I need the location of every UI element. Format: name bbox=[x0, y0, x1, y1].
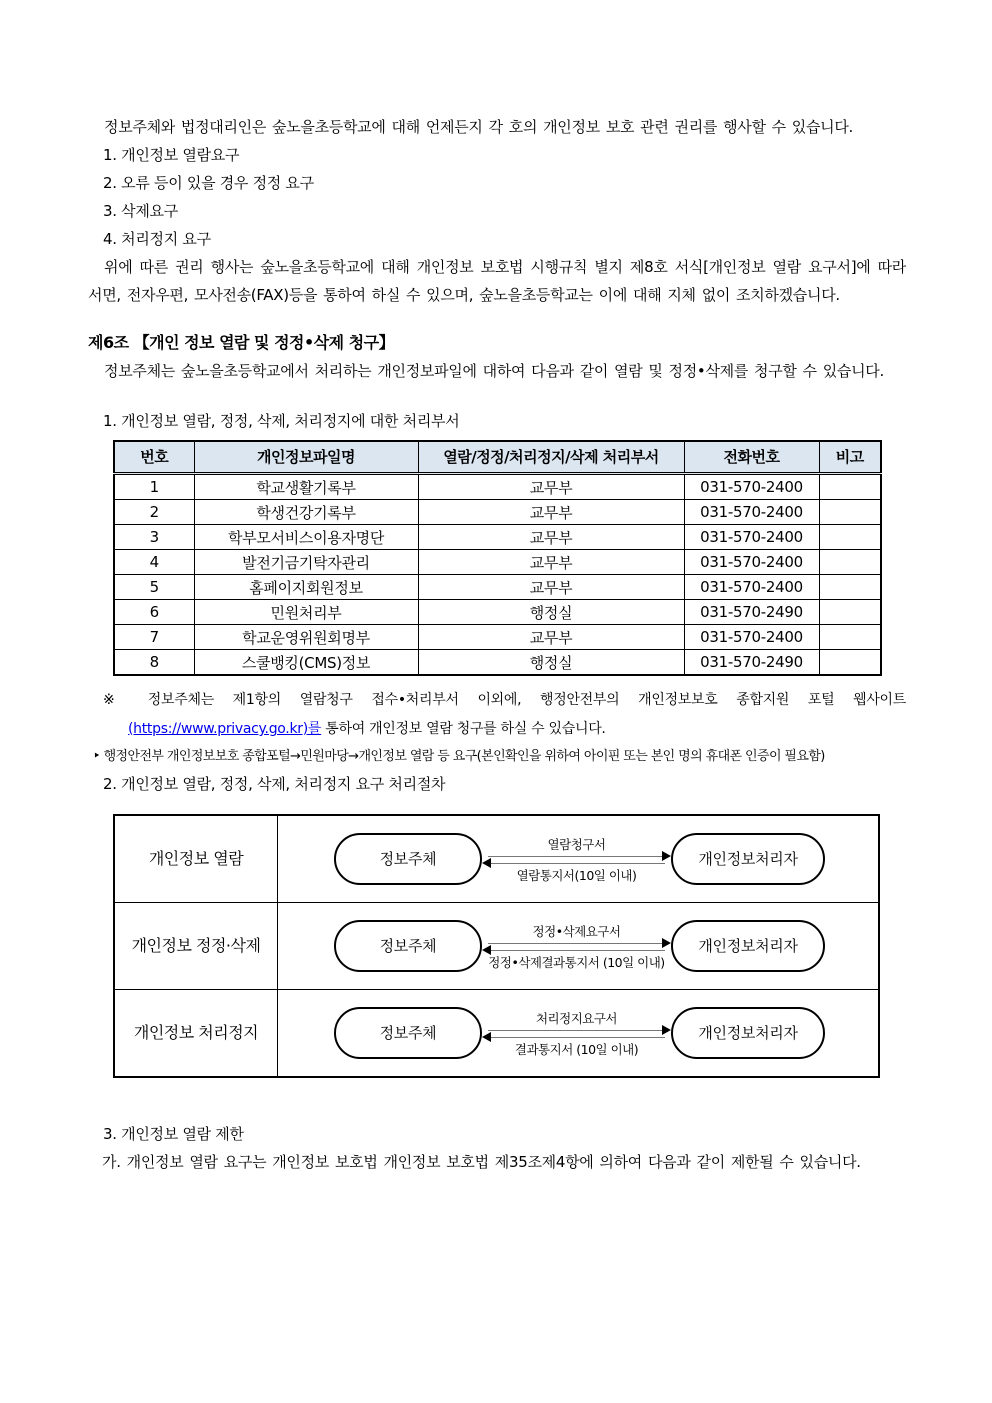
request-label: 정정•삭제요구서 bbox=[532, 924, 621, 939]
table-header-cell: 열람/정정/처리정지/삭제 처리부서 bbox=[418, 441, 684, 474]
subject-node: 정보주체 bbox=[334, 833, 482, 885]
cell-phone: 031-570-2400 bbox=[684, 525, 819, 550]
flow-row bbox=[115, 902, 878, 989]
flow-row-label: 개인정보 처리정지 bbox=[115, 990, 278, 1076]
response-label: 열람통지서(10일 이내) bbox=[516, 868, 637, 883]
cell-filename: 홈페이지회원정보 bbox=[194, 575, 418, 600]
processor-node: 개인정보처리자 bbox=[671, 1007, 825, 1059]
table-header-cell: 번호 bbox=[114, 441, 194, 474]
table-header-row bbox=[114, 441, 881, 474]
article6-heading: 제6조 【개인 정보 열람 및 정정•삭제 청구】 bbox=[88, 333, 395, 352]
note-text-before: ※ 정보주체는 제1항의 열람청구 접수•처리부서 이외에, 행정안전부의 개인정보보호 종합지원 포털 웹사이트 bbox=[103, 692, 906, 708]
processing-department-table bbox=[113, 440, 882, 676]
table-row bbox=[114, 650, 881, 676]
cell-number: 3 bbox=[114, 525, 194, 550]
response-arrow-line bbox=[488, 950, 665, 951]
cell-remark bbox=[819, 575, 881, 600]
procedure-paragraph: 위에 따른 권리 행사는 숲노을초등학교에 대해 개인정보 보호법 시행규칙 별지 제8호 서식[개인정보 열람 요구서]에 따라 서면, 전자우편, 모사전송(FAX)등을 통하여 하실 수 있으며, 숲노을초등학교는 이에 대해 지체 없이 조치하겠습니다. bbox=[88, 258, 906, 304]
cell-filename: 스쿨뱅킹(CMS)정보 bbox=[194, 650, 418, 676]
item2-title: 2. 개인정보 열람, 정정, 삭제, 처리정지 요구 처리절차 bbox=[103, 775, 446, 793]
privacy-portal-link[interactable]: (https://www.privacy.go.kr)를 bbox=[128, 721, 322, 737]
cell-remark bbox=[819, 650, 881, 676]
note-text-after: 통하여 개인정보 열람 청구를 하실 수 있습니다. bbox=[321, 721, 606, 737]
cell-phone: 031-570-2400 bbox=[684, 474, 819, 500]
arrow-right-icon bbox=[662, 851, 671, 861]
rights-list-item: 3. 삭제요구 bbox=[103, 202, 178, 220]
table-row bbox=[114, 474, 881, 500]
cell-phone: 031-570-2490 bbox=[684, 600, 819, 625]
cell-department: 교무부 bbox=[418, 575, 684, 600]
table-head bbox=[114, 441, 881, 474]
table-row bbox=[114, 525, 881, 550]
table-row bbox=[114, 550, 881, 575]
flow-arrows bbox=[483, 923, 670, 971]
arrow-left-icon bbox=[482, 945, 491, 955]
request-label: 처리정지요구서 bbox=[535, 1011, 618, 1026]
cell-phone: 031-570-2400 bbox=[684, 500, 819, 525]
table-header-cell: 전화번호 bbox=[684, 441, 819, 474]
flow-row-body bbox=[278, 990, 878, 1076]
article6-body: 정보주체는 숲노을초등학교에서 처리하는 개인정보파일에 대하여 다음과 같이 열람 및 정정•삭제를 청구할 수 있습니다. bbox=[104, 362, 884, 380]
cell-number: 8 bbox=[114, 650, 194, 676]
table-row bbox=[114, 575, 881, 600]
arrow-left-icon bbox=[482, 1032, 491, 1042]
request-arrow-line bbox=[488, 1030, 665, 1031]
cell-filename: 민원처리부 bbox=[194, 600, 418, 625]
rights-list bbox=[88, 141, 906, 253]
flow-row-body bbox=[278, 903, 878, 989]
table-row bbox=[114, 600, 881, 625]
cell-number: 4 bbox=[114, 550, 194, 575]
cell-filename: 학생건강기록부 bbox=[194, 500, 418, 525]
cell-department: 행정실 bbox=[418, 650, 684, 676]
cell-department: 교무부 bbox=[418, 500, 684, 525]
cell-number: 7 bbox=[114, 625, 194, 650]
cell-number: 5 bbox=[114, 575, 194, 600]
flow-row-label: 개인정보 정정·삭제 bbox=[115, 903, 278, 989]
rights-list-item: 1. 개인정보 열람요구 bbox=[103, 146, 240, 164]
rights-list-item: 2. 오류 등이 있을 경우 정정 요구 bbox=[103, 174, 314, 192]
cell-remark bbox=[819, 550, 881, 575]
cell-phone: 031-570-2490 bbox=[684, 650, 819, 676]
cell-phone: 031-570-2400 bbox=[684, 550, 819, 575]
cell-remark bbox=[819, 474, 881, 500]
cell-remark bbox=[819, 625, 881, 650]
cell-department: 행정실 bbox=[418, 600, 684, 625]
response-label: 정정•삭제결과통지서 (10일 이내) bbox=[488, 955, 665, 970]
cell-number: 6 bbox=[114, 600, 194, 625]
table-row bbox=[114, 500, 881, 525]
item1-title: 1. 개인정보 열람, 정정, 삭제, 처리정지에 대한 처리부서 bbox=[103, 412, 460, 430]
processor-node: 개인정보처리자 bbox=[671, 833, 825, 885]
note-privacy-portal bbox=[103, 686, 906, 744]
cell-phone: 031-570-2400 bbox=[684, 625, 819, 650]
flow-arrows bbox=[483, 836, 670, 884]
cell-filename: 학부모서비스이용자명단 bbox=[194, 525, 418, 550]
cell-number: 1 bbox=[114, 474, 194, 500]
cell-number: 2 bbox=[114, 500, 194, 525]
processor-node: 개인정보처리자 bbox=[671, 920, 825, 972]
request-arrow-line bbox=[488, 943, 665, 944]
cell-filename: 학교운영위원회명부 bbox=[194, 625, 418, 650]
table-header-cell: 비고 bbox=[819, 441, 881, 474]
table-row bbox=[114, 625, 881, 650]
cell-remark bbox=[819, 525, 881, 550]
subject-node: 정보주체 bbox=[334, 920, 482, 972]
cell-filename: 학교생활기록부 bbox=[194, 474, 418, 500]
intro-paragraph: 정보주체와 법정대리인은 숲노을초등학교에 대해 언제든지 각 호의 개인정보 보호 관련 권리를 행사할 수 있습니다. bbox=[104, 118, 853, 136]
arrow-right-icon bbox=[662, 938, 671, 948]
arrow-left-icon bbox=[482, 858, 491, 868]
arrow-right-icon bbox=[662, 1025, 671, 1035]
rights-list-item: 4. 처리정지 요구 bbox=[103, 230, 211, 248]
cell-remark bbox=[819, 600, 881, 625]
request-arrow-line bbox=[488, 856, 665, 857]
flow-row bbox=[115, 816, 878, 902]
cell-department: 교무부 bbox=[418, 525, 684, 550]
cell-filename: 발전기금기탁자관리 bbox=[194, 550, 418, 575]
response-label: 결과통지서 (10일 이내) bbox=[514, 1042, 639, 1057]
flow-arrows bbox=[483, 1010, 670, 1058]
cell-phone: 031-570-2400 bbox=[684, 575, 819, 600]
cell-remark bbox=[819, 500, 881, 525]
item3-title: 3. 개인정보 열람 제한 bbox=[103, 1125, 244, 1143]
cell-department: 교무부 bbox=[418, 550, 684, 575]
subject-node: 정보주체 bbox=[334, 1007, 482, 1059]
response-arrow-line bbox=[488, 1037, 665, 1038]
cell-department: 교무부 bbox=[418, 474, 684, 500]
request-label: 열람청구서 bbox=[547, 837, 606, 852]
flow-row bbox=[115, 989, 878, 1076]
cell-department: 교무부 bbox=[418, 625, 684, 650]
flow-row-label: 개인정보 열람 bbox=[115, 816, 278, 902]
item3-ga-paragraph: 가. 개인정보 열람 요구는 개인정보 보호법 개인정보 보호법 제35조제4항에 의하여 다음과 같이 제한될 수 있습니다. bbox=[102, 1153, 861, 1171]
table-header-cell: 개인정보파일명 bbox=[194, 441, 418, 474]
flow-row-body bbox=[278, 816, 878, 902]
process-flow-diagram bbox=[113, 814, 880, 1078]
response-arrow-line bbox=[488, 863, 665, 864]
note-portal-path: ‣ 행정안전부 개인정보보호 종합포털→민원마당→개인정보 열람 등 요구(본인확인을 위하여 아이핀 또는 본인 명의 휴대폰 인증이 필요함) bbox=[93, 749, 825, 764]
table-body bbox=[114, 474, 881, 676]
